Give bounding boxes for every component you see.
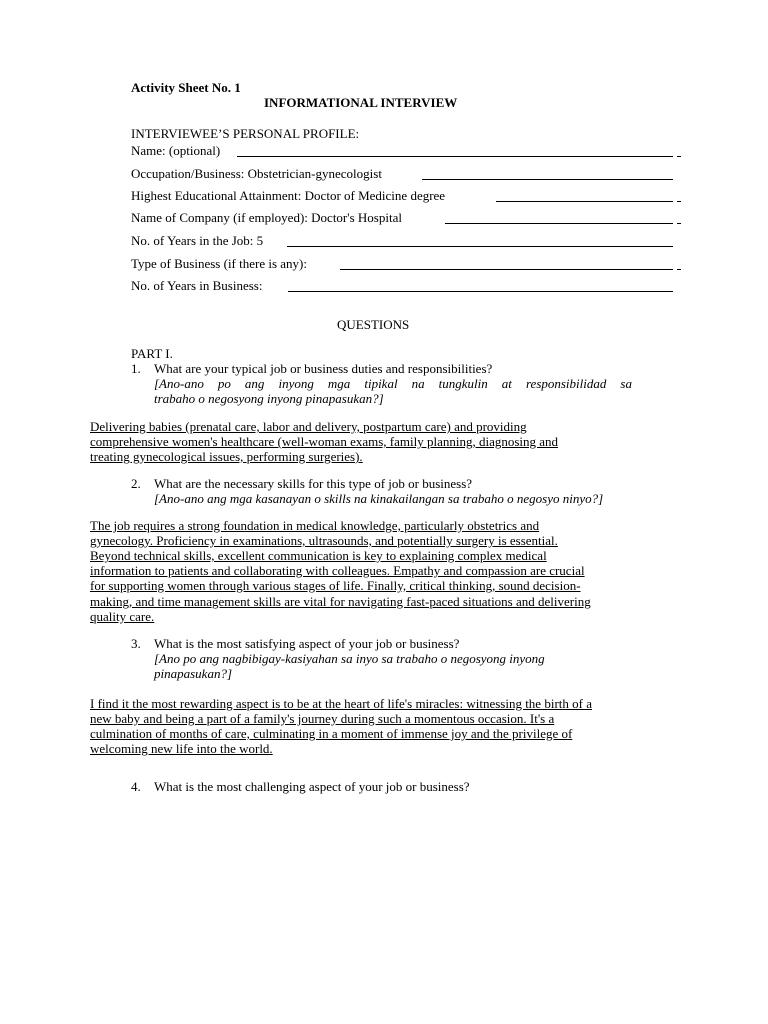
field-line — [237, 156, 673, 157]
field-line — [422, 179, 673, 180]
answer-line: welcoming new life into the world. — [90, 741, 273, 756]
field-label: Name: (optional) — [131, 143, 221, 158]
question-text: What is the most satisfying aspect of your job or business? — [154, 636, 460, 651]
field-label: No. of Years in the Job: — [131, 233, 254, 248]
field-line — [496, 201, 673, 202]
answer-line: comprehensive women's healthcare (well-woman exams, family planning, diagnosing and — [90, 434, 559, 449]
profile-field-years-business — [131, 278, 262, 293]
questions-heading: QUESTIONS — [337, 317, 410, 332]
answer-line: gynecology. Proficiency in examinations, ultrasounds, and potentially surgery is essential. — [90, 533, 558, 548]
profile-heading: INTERVIEWEE’S PERSONAL PROFILE: — [131, 126, 360, 141]
answer-line: for supporting women through various stages of life. Finally, critical thinking, sound decision- — [90, 578, 581, 593]
question-number: 2. — [131, 476, 141, 491]
question-text: What are your typical job or business duties and responsibilities? — [154, 361, 493, 376]
profile-field-company — [131, 210, 402, 225]
field-line — [288, 291, 673, 292]
question-text: What is the most challenging aspect of your job or business? — [154, 779, 470, 794]
answer-line: quality care. — [90, 609, 155, 624]
field-value: Doctor's Hospital — [311, 210, 402, 225]
question-translation: [Ano po ang nagbibigay-kasiyahan sa inyo sa trabaho o negosyong inyong — [154, 651, 545, 666]
profile-field-business-type — [131, 256, 307, 271]
answer-line: culmination of months of care, culminating in a moment of immense joy and the privilege of — [90, 726, 573, 741]
answer-line: new baby and being a part of a family's journey during such a momentous occasion. It's a — [90, 711, 555, 726]
field-value: Doctor of Medicine degree — [304, 188, 446, 203]
field-label: Name of Company (if employed): — [131, 210, 308, 225]
question-number: 1. — [131, 361, 141, 376]
answer-line: information to patients and collaborating with colleagues. Empathy and compassion are crucial — [90, 563, 585, 578]
field-value: Obstetrician-gynecologist — [247, 166, 382, 181]
answer-line: The job requires a strong foundation in medical knowledge, particularly obstetrics and — [90, 518, 540, 533]
field-label: Occupation/Business: — [131, 166, 245, 181]
question-number: 3. — [131, 636, 141, 651]
question-translation: [Ano-ano po ang inyong mga tipikal na tungkulin at responsibilidad sa — [154, 376, 632, 391]
field-line — [445, 223, 673, 224]
question-text: What are the necessary skills for this type of job or business? — [154, 476, 473, 491]
activity-label: Activity Sheet No. 1 — [131, 80, 241, 95]
question-translation: [Ano-ano ang mga kasanayan o skills na kinakailangan sa trabaho o negosyo ninyo?] — [154, 491, 604, 506]
field-label: Type of Business (if there is any): — [131, 256, 307, 271]
profile-field-occupation — [131, 166, 382, 181]
answer-line: Beyond technical skills, excellent communication is key to explaining complex medical — [90, 548, 547, 563]
field-value: 5 — [256, 233, 264, 248]
field-line — [287, 246, 673, 247]
profile-field-education — [131, 188, 445, 203]
field-label: Highest Educational Attainment: — [131, 188, 302, 203]
field-label: No. of Years in Business: — [131, 278, 263, 293]
answer-line: I find it the most rewarding aspect is to be at the heart of life's miracles: witnessing the birth of a — [90, 696, 592, 711]
question-translation: pinapasukan?] — [154, 666, 232, 681]
profile-field-years-job — [131, 233, 263, 248]
answer-line: Delivering babies (prenatal care, labor and delivery, postpartum care) and providing — [90, 419, 527, 434]
part-label: PART I. — [131, 346, 173, 361]
question-number: 4. — [131, 779, 141, 794]
page-title: INFORMATIONAL INTERVIEW — [264, 95, 458, 110]
question-translation: trabaho o negosyong inyong pinapasukan?] — [154, 391, 384, 406]
answer-line: treating gynecological issues, performing surgeries). — [90, 449, 363, 464]
field-line — [340, 269, 673, 270]
answer-line: making, and time management skills are vital for navigating fast-paced situations and delivering — [90, 594, 591, 609]
